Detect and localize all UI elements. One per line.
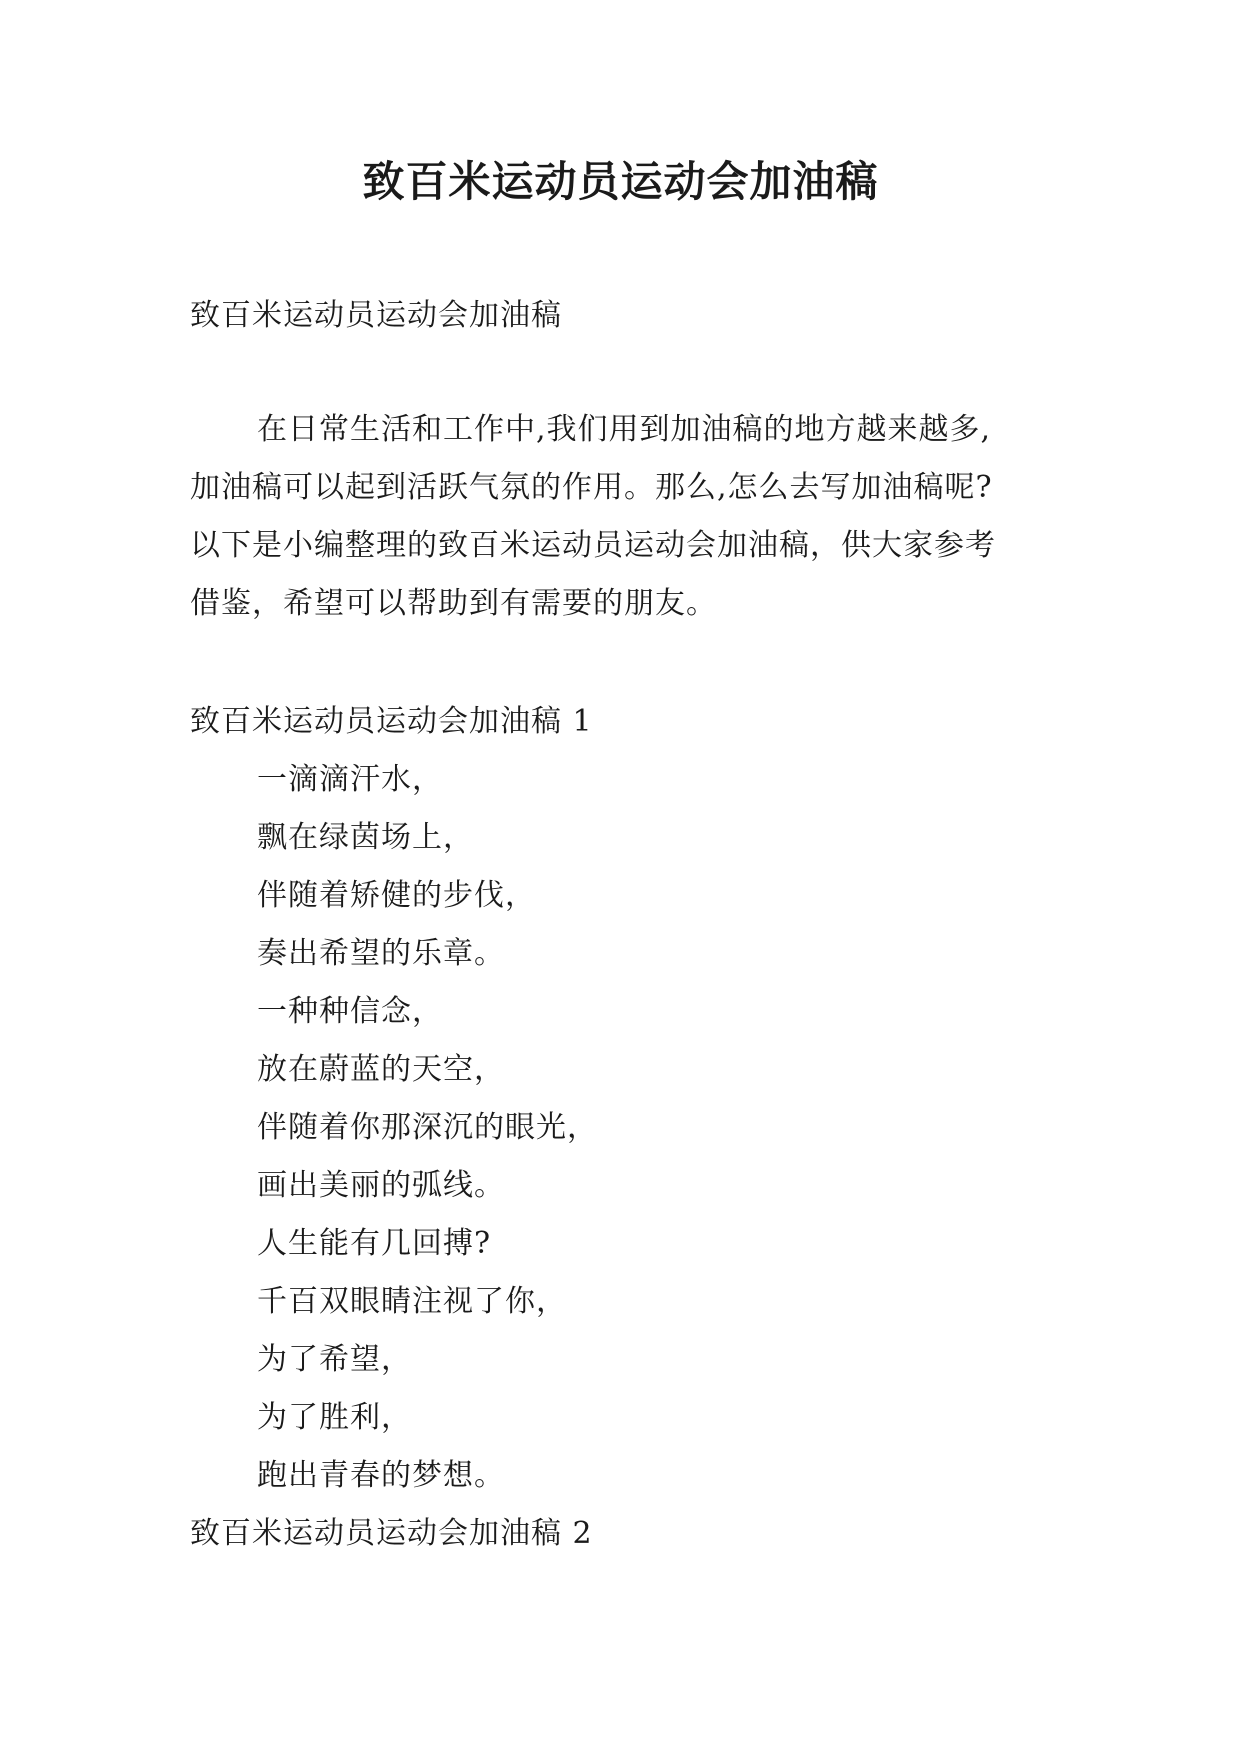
intro-line: 在日常生活和工作中,我们用到加油稿的地方越来越多, (257, 412, 992, 447)
poem-line: 一滴滴汗水， (257, 762, 443, 797)
poem-line: 为了胜利， (257, 1400, 412, 1435)
poem-line: 奏出希望的乐章。 (257, 936, 505, 971)
poem-line: 千百双眼睛注视了你， (257, 1284, 567, 1319)
poem-line: 为了希望， (257, 1342, 412, 1377)
poem-line: 伴随着你那深沉的眼光， (257, 1110, 598, 1145)
poem-line: 飘在绿茵场上， (257, 820, 474, 855)
intro-line: 加油稿可以起到活跃气氛的作用。那么,怎么去写加油稿呢? (190, 470, 993, 505)
section-heading-2: 致百米运动员运动会加油稿 2 (190, 1516, 593, 1551)
document-title: 致百米运动员运动会加油稿 (362, 157, 879, 206)
document-subtitle: 致百米运动员运动会加油稿 (190, 298, 562, 333)
poem-line: 人生能有几回搏? (257, 1226, 492, 1261)
poem-line: 跑出青春的梦想。 (257, 1458, 505, 1493)
section-heading-1: 致百米运动员运动会加油稿 1 (190, 704, 593, 739)
intro-line: 以下是小编整理的致百米运动员运动会加油稿，供大家参考 (190, 528, 996, 563)
intro-line: 借鉴，希望可以帮助到有需要的朋友。 (190, 586, 717, 621)
poem-line: 伴随着矫健的步伐， (257, 878, 536, 913)
poem-line: 放在蔚蓝的天空， (257, 1052, 505, 1087)
poem-line: 一种种信念， (257, 994, 443, 1029)
poem-line: 画出美丽的弧线。 (257, 1168, 505, 1203)
